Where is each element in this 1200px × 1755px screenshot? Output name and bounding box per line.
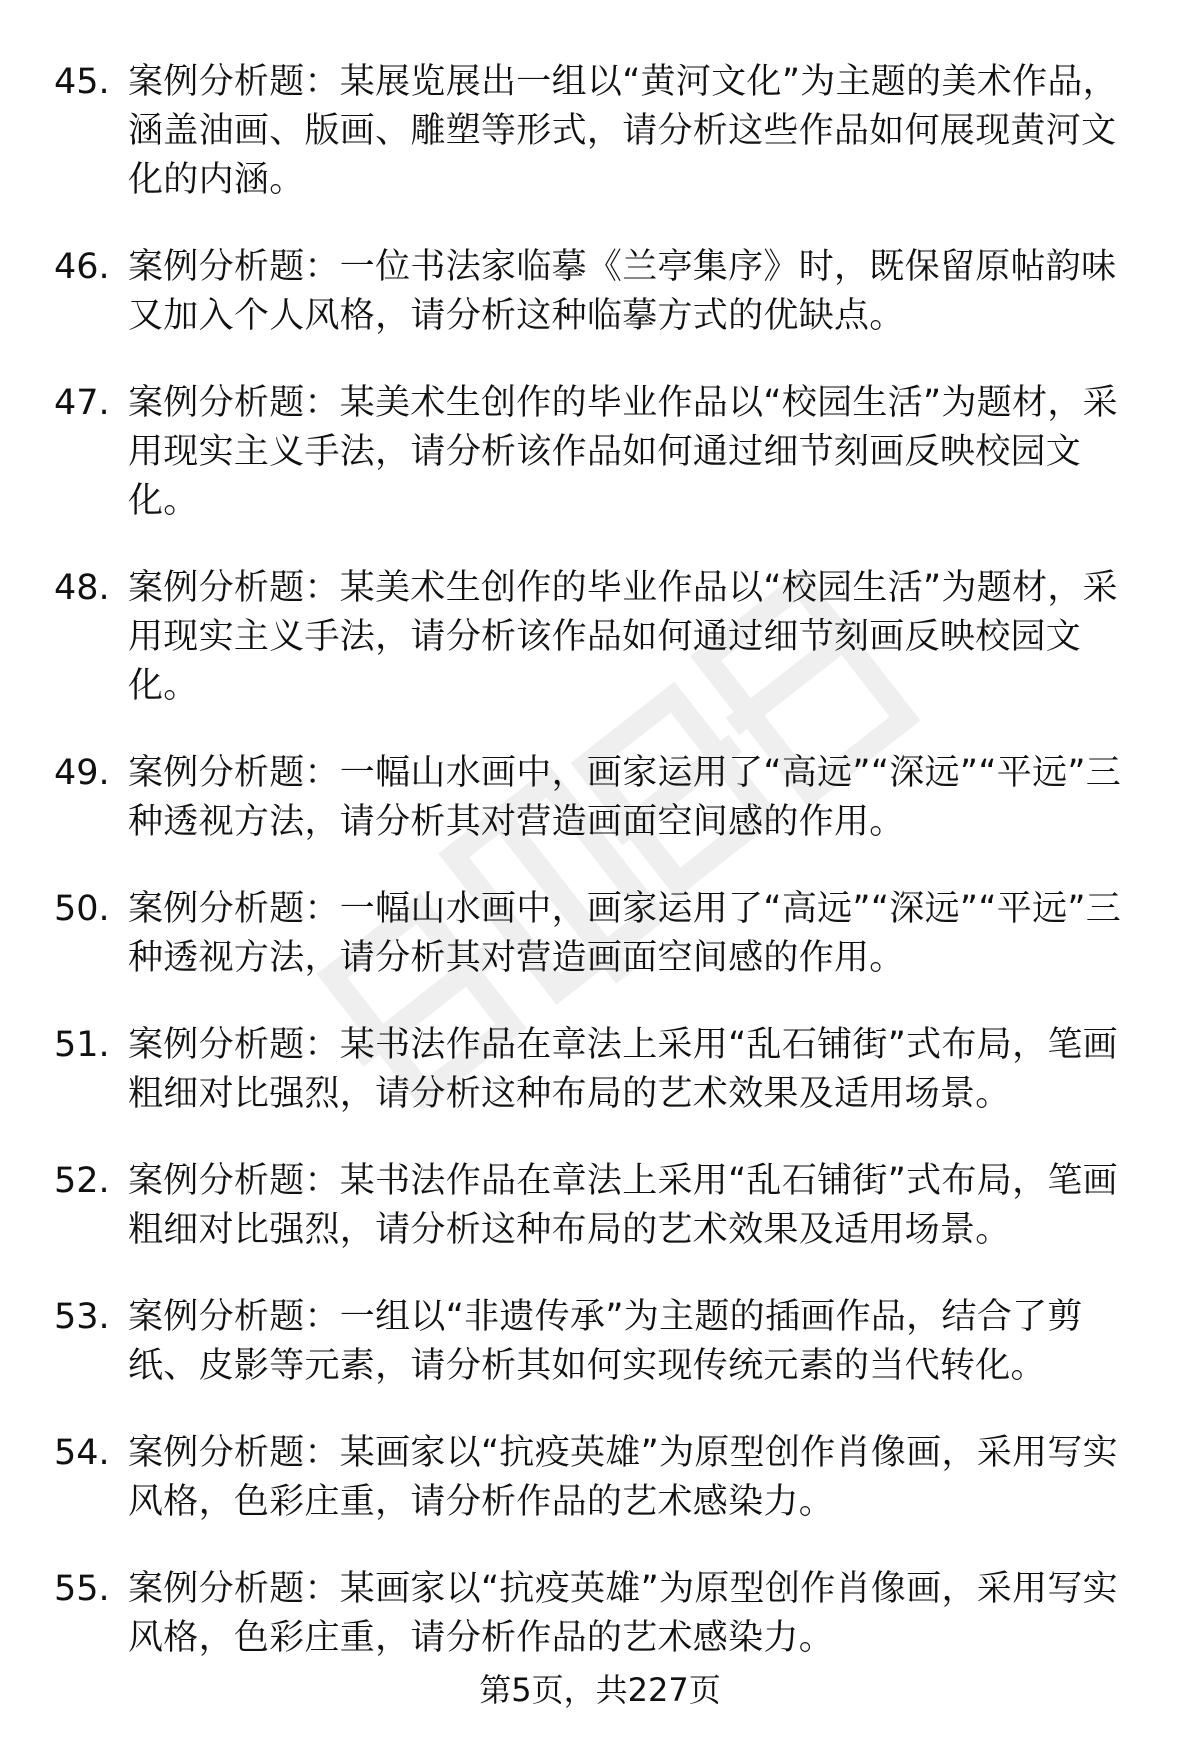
question-text: 案例分析题：某美术生创作的毕业作品以“校园生活”为题材，采用现实主义手法，请分析该作品如何通过细节刻画反映校园文化。 bbox=[128, 383, 1118, 521]
question-number: 46. bbox=[54, 247, 110, 287]
question-item bbox=[0, 749, 1200, 847]
question-number: 49. bbox=[54, 753, 110, 793]
question-number: 45. bbox=[54, 62, 110, 102]
question-number: 51. bbox=[54, 1025, 110, 1065]
question-item bbox=[0, 1157, 1200, 1255]
question-item bbox=[0, 58, 1200, 205]
question-list bbox=[0, 58, 1200, 1701]
question-text: 案例分析题：某美术生创作的毕业作品以“校园生活”为题材，采用现实主义手法，请分析该作品如何通过细节刻画反映校园文化。 bbox=[128, 568, 1118, 706]
question-item bbox=[0, 379, 1200, 526]
question-item bbox=[0, 243, 1200, 341]
question-text: 案例分析题：一幅山水画中，画家运用了“高远”“深远”“平远”三种透视方法，请分析其对营造画面空间感的作用。 bbox=[128, 753, 1122, 842]
question-item bbox=[0, 1565, 1200, 1663]
question-text: 案例分析题：某书法作品在章法上采用“乱石铺街”式布局，笔画粗细对比强烈，请分析这种布局的艺术效果及适用场景。 bbox=[128, 1025, 1118, 1114]
question-number: 52. bbox=[54, 1161, 110, 1201]
question-number: 47. bbox=[54, 383, 110, 423]
question-text: 案例分析题：某书法作品在章法上采用“乱石铺街”式布局，笔画粗细对比强烈，请分析这种布局的艺术效果及适用场景。 bbox=[128, 1161, 1118, 1250]
question-number: 50. bbox=[54, 889, 110, 929]
question-text: 案例分析题：某画家以“抗疫英雄”为原型创作肖像画，采用写实风格，色彩庄重，请分析作品的艺术感染力。 bbox=[128, 1433, 1118, 1522]
question-item bbox=[0, 1429, 1200, 1527]
question-text: 案例分析题：一组以“非遗传承”为主题的插画作品，结合了剪纸、皮影等元素，请分析其如何实现传统元素的当代转化。 bbox=[128, 1297, 1083, 1386]
question-number: 54. bbox=[54, 1433, 110, 1473]
page-footer: 第5页，共227页 bbox=[479, 1671, 721, 1709]
question-number: 55. bbox=[54, 1569, 110, 1609]
question-item bbox=[0, 564, 1200, 711]
question-item bbox=[0, 885, 1200, 983]
question-number: 48. bbox=[54, 568, 110, 608]
question-text: 案例分析题：一幅山水画中，画家运用了“高远”“深远”“平远”三种透视方法，请分析其对营造画面空间感的作用。 bbox=[128, 889, 1122, 978]
question-text: 案例分析题：某展览展出一组以“黄河文化”为主题的美术作品，涵盖油画、版画、雕塑等形式，请分析这些作品如何展现黄河文化的内涵。 bbox=[128, 62, 1118, 200]
question-text: 案例分析题：一位书法家临摹《兰亭集序》时，既保留原帖韵味又加入个人风格，请分析这种临摹方式的优缺点。 bbox=[128, 247, 1117, 336]
question-item bbox=[0, 1021, 1200, 1119]
question-text: 案例分析题：某画家以“抗疫英雄”为原型创作肖像画，采用写实风格，色彩庄重，请分析作品的艺术感染力。 bbox=[128, 1569, 1118, 1658]
question-item bbox=[0, 1293, 1200, 1391]
question-number: 53. bbox=[54, 1297, 110, 1337]
